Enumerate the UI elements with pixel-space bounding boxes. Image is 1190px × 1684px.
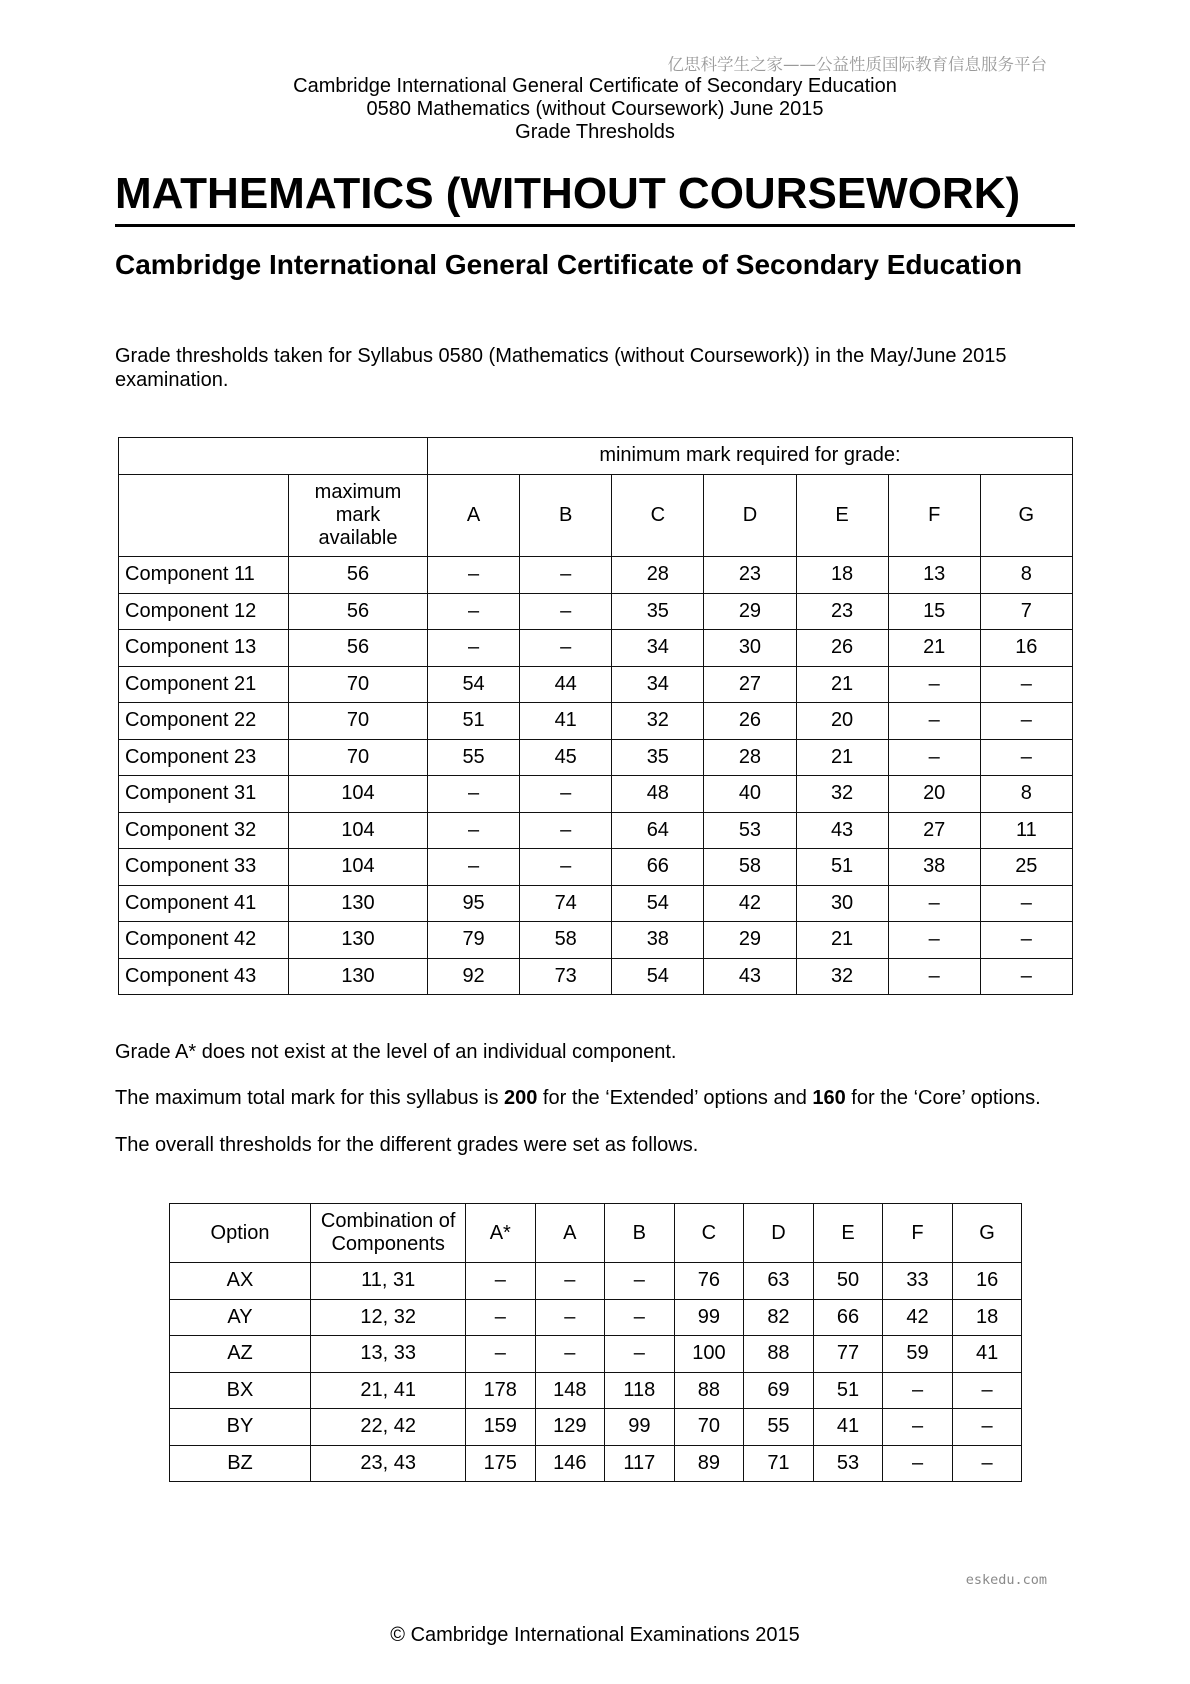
max-mark-value: 56: [289, 593, 428, 630]
grade-threshold-value: 23: [796, 593, 888, 630]
grade-threshold-value: –: [883, 1409, 953, 1446]
grade-threshold-value: –: [980, 666, 1072, 703]
grade-threshold-value: –: [535, 1299, 605, 1336]
grade-threshold-value: 70: [674, 1409, 744, 1446]
grade-threshold-value: 32: [612, 703, 704, 740]
grade-threshold-value: 71: [744, 1445, 814, 1482]
document-header: [0, 75, 1190, 144]
grade-header: G: [952, 1204, 1022, 1263]
grade-threshold-value: 26: [796, 630, 888, 667]
grade-threshold-value: –: [888, 666, 980, 703]
option-code: BZ: [169, 1445, 311, 1482]
grade-threshold-value: –: [980, 739, 1072, 776]
grade-threshold-value: 21: [888, 630, 980, 667]
grade-threshold-value: 51: [813, 1372, 883, 1409]
grade-threshold-value: 66: [813, 1299, 883, 1336]
grade-header: C: [612, 474, 704, 557]
grade-threshold-value: –: [980, 958, 1072, 995]
grade-threshold-value: 43: [704, 958, 796, 995]
grade-threshold-value: 30: [704, 630, 796, 667]
grade-threshold-value: 82: [744, 1299, 814, 1336]
grade-threshold-value: 73: [520, 958, 612, 995]
component-label: Component 11: [119, 557, 289, 594]
grade-threshold-value: 8: [980, 776, 1072, 813]
grade-threshold-value: 146: [535, 1445, 605, 1482]
component-label: Component 13: [119, 630, 289, 667]
component-label: Component 23: [119, 739, 289, 776]
grade-threshold-value: 54: [428, 666, 520, 703]
note-text: for the ‘Extended’ options and: [537, 1087, 813, 1109]
grade-threshold-value: –: [428, 812, 520, 849]
grade-threshold-value: –: [980, 703, 1072, 740]
grade-header: G: [980, 474, 1072, 557]
grade-threshold-value: 30: [796, 885, 888, 922]
grade-threshold-value: –: [428, 593, 520, 630]
option-code: BY: [169, 1409, 311, 1446]
grade-threshold-value: 21: [796, 739, 888, 776]
grade-threshold-value: 16: [952, 1263, 1022, 1300]
grade-threshold-value: 178: [465, 1372, 535, 1409]
blank-header-cell: [119, 474, 289, 557]
component-label: Component 31: [119, 776, 289, 813]
grade-header: C: [674, 1204, 744, 1263]
grade-threshold-value: 42: [704, 885, 796, 922]
intro-paragraph: Grade thresholds taken for Syllabus 0580 (Mathematics (without Coursework)) in the May/June 2015 examination.: [115, 345, 1007, 391]
grade-threshold-value: 40: [704, 776, 796, 813]
grade-threshold-value: –: [520, 593, 612, 630]
max-mark-header-label: maximum mark available: [314, 480, 402, 549]
grade-threshold-value: 58: [520, 922, 612, 959]
grade-threshold-value: 148: [535, 1372, 605, 1409]
grade-threshold-value: 8: [980, 557, 1072, 594]
grade-threshold-value: 38: [612, 922, 704, 959]
grade-threshold-value: 95: [428, 885, 520, 922]
min-mark-group-header: minimum mark required for grade:: [428, 438, 1073, 475]
grade-threshold-value: 48: [612, 776, 704, 813]
grade-threshold-value: 21: [796, 666, 888, 703]
option-row: [169, 1409, 1022, 1446]
grade-threshold-value: –: [465, 1263, 535, 1300]
grade-threshold-value: 25: [980, 849, 1072, 886]
grade-header: B: [520, 474, 612, 557]
grade-threshold-value: 41: [952, 1336, 1022, 1373]
grade-threshold-value: –: [520, 812, 612, 849]
grade-threshold-value: 45: [520, 739, 612, 776]
header-qualification: Cambridge International General Certificate of Secondary Education: [293, 75, 897, 97]
grade-header: E: [796, 474, 888, 557]
grade-threshold-value: 54: [612, 885, 704, 922]
grade-threshold-value: 88: [744, 1336, 814, 1373]
grade-threshold-value: 20: [796, 703, 888, 740]
grade-threshold-value: 15: [888, 593, 980, 630]
combination-header-label: Combination of Components: [320, 1210, 456, 1255]
blank-header-cell: [119, 438, 428, 475]
max-mark-value: 70: [289, 739, 428, 776]
component-combination: 11, 31: [311, 1263, 466, 1300]
grade-threshold-value: 92: [428, 958, 520, 995]
grade-threshold-value: 76: [674, 1263, 744, 1300]
grade-threshold-value: 99: [605, 1409, 675, 1446]
grade-threshold-value: –: [888, 703, 980, 740]
grade-threshold-value: 43: [796, 812, 888, 849]
grade-threshold-value: 77: [813, 1336, 883, 1373]
max-mark-value: 130: [289, 958, 428, 995]
grade-threshold-value: –: [883, 1372, 953, 1409]
component-combination: 12, 32: [311, 1299, 466, 1336]
grade-threshold-value: –: [883, 1445, 953, 1482]
grade-threshold-value: 26: [704, 703, 796, 740]
grade-threshold-value: 20: [888, 776, 980, 813]
grade-threshold-value: 69: [744, 1372, 814, 1409]
grade-threshold-value: 159: [465, 1409, 535, 1446]
grade-header: A: [428, 474, 520, 557]
grade-threshold-value: 55: [744, 1409, 814, 1446]
grade-threshold-value: 88: [674, 1372, 744, 1409]
grade-threshold-value: 51: [796, 849, 888, 886]
grade-threshold-value: 16: [980, 630, 1072, 667]
grade-threshold-value: 118: [605, 1372, 675, 1409]
option-row: [169, 1336, 1022, 1373]
component-combination: 23, 43: [311, 1445, 466, 1482]
page-title: MATHEMATICS (WITHOUT COURSEWORK): [115, 169, 1021, 218]
grade-threshold-value: 129: [535, 1409, 605, 1446]
table-column-header-row: [119, 474, 1073, 557]
max-mark-value: 70: [289, 666, 428, 703]
grade-threshold-value: 55: [428, 739, 520, 776]
grade-threshold-value: –: [465, 1336, 535, 1373]
grade-threshold-value: 53: [704, 812, 796, 849]
grade-threshold-value: 34: [612, 630, 704, 667]
grade-threshold-value: –: [980, 885, 1072, 922]
component-label: Component 22: [119, 703, 289, 740]
grade-header: A: [535, 1204, 605, 1263]
grade-threshold-value: –: [952, 1445, 1022, 1482]
component-row: [119, 958, 1073, 995]
note-overall-thresholds: The overall thresholds for the different grades were set as follows.: [115, 1133, 699, 1156]
grade-threshold-value: 32: [796, 958, 888, 995]
grade-threshold-value: 7: [980, 593, 1072, 630]
grade-header: A*: [465, 1204, 535, 1263]
grade-threshold-value: –: [952, 1372, 1022, 1409]
max-mark-value: 56: [289, 630, 428, 667]
component-row: [119, 812, 1073, 849]
grade-threshold-value: 21: [796, 922, 888, 959]
grade-threshold-value: 28: [704, 739, 796, 776]
grade-threshold-value: 63: [744, 1263, 814, 1300]
grade-threshold-value: –: [465, 1299, 535, 1336]
grade-threshold-value: –: [428, 849, 520, 886]
grade-threshold-value: –: [520, 776, 612, 813]
grade-threshold-value: –: [428, 557, 520, 594]
note-text: for the ‘Core’ options.: [845, 1087, 1041, 1109]
grade-threshold-value: 50: [813, 1263, 883, 1300]
component-row: [119, 666, 1073, 703]
option-code: AY: [169, 1299, 311, 1336]
grade-threshold-value: 27: [888, 812, 980, 849]
grade-threshold-value: 44: [520, 666, 612, 703]
grade-threshold-value: 175: [465, 1445, 535, 1482]
option-row: [169, 1263, 1022, 1300]
grade-threshold-value: 28: [612, 557, 704, 594]
grade-threshold-value: 66: [612, 849, 704, 886]
max-mark-value: 70: [289, 703, 428, 740]
grade-header: E: [813, 1204, 883, 1263]
component-row: [119, 557, 1073, 594]
component-row: [119, 776, 1073, 813]
max-mark-value: 130: [289, 885, 428, 922]
component-label: Component 33: [119, 849, 289, 886]
grade-threshold-value: 34: [612, 666, 704, 703]
title-divider: [115, 224, 1075, 227]
grade-threshold-value: 23: [704, 557, 796, 594]
grade-threshold-value: 74: [520, 885, 612, 922]
option-code: AZ: [169, 1336, 311, 1373]
grade-header: D: [704, 474, 796, 557]
header-syllabus: 0580 Mathematics (without Coursework) June 2015: [366, 98, 824, 120]
grade-header: D: [744, 1204, 814, 1263]
grade-threshold-value: 117: [605, 1445, 675, 1482]
grade-threshold-value: 79: [428, 922, 520, 959]
option-header: Option: [169, 1204, 311, 1263]
note-a-star: Grade A* does not exist at the level of an individual component.: [115, 1041, 677, 1063]
grade-threshold-value: –: [605, 1336, 675, 1373]
grade-threshold-value: –: [888, 922, 980, 959]
grade-threshold-value: –: [888, 958, 980, 995]
grade-header: B: [605, 1204, 675, 1263]
core-max-mark: 160: [812, 1087, 846, 1109]
component-row: [119, 703, 1073, 740]
site-watermark-footer: eskedu.com: [965, 1572, 1047, 1588]
component-label: Component 42: [119, 922, 289, 959]
max-mark-header: [289, 474, 428, 557]
max-mark-value: 104: [289, 812, 428, 849]
grade-threshold-value: –: [428, 630, 520, 667]
grade-threshold-value: –: [520, 630, 612, 667]
component-label: Component 41: [119, 885, 289, 922]
grade-threshold-value: 29: [704, 593, 796, 630]
grade-threshold-value: 35: [612, 593, 704, 630]
page-subtitle: Cambridge International General Certificate of Secondary Education: [115, 249, 1023, 280]
option-row: [169, 1299, 1022, 1336]
component-row: [119, 593, 1073, 630]
option-code: AX: [169, 1263, 311, 1300]
max-mark-value: 104: [289, 776, 428, 813]
component-row: [119, 630, 1073, 667]
component-label: Component 21: [119, 666, 289, 703]
max-mark-value: 130: [289, 922, 428, 959]
option-thresholds-table: [169, 1203, 1023, 1482]
grade-header: F: [883, 1204, 953, 1263]
grade-threshold-value: 51: [428, 703, 520, 740]
copyright-footer: © Cambridge International Examinations 2015: [390, 1624, 800, 1646]
grade-header: F: [888, 474, 980, 557]
component-row: [119, 922, 1073, 959]
grade-threshold-value: 35: [612, 739, 704, 776]
combination-header: [311, 1204, 466, 1263]
table-column-header-row: [169, 1204, 1022, 1263]
grade-threshold-value: –: [535, 1336, 605, 1373]
component-label: Component 12: [119, 593, 289, 630]
grade-threshold-value: 33: [883, 1263, 953, 1300]
grade-threshold-value: 100: [674, 1336, 744, 1373]
component-thresholds-table: [118, 437, 1073, 995]
grade-threshold-value: –: [605, 1299, 675, 1336]
grade-threshold-value: 18: [952, 1299, 1022, 1336]
grade-threshold-value: –: [520, 557, 612, 594]
max-mark-value: 104: [289, 849, 428, 886]
site-watermark: 亿思科学生之家——公益性质国际教育信息服务平台: [667, 55, 1047, 74]
component-row: [119, 739, 1073, 776]
grade-threshold-value: 53: [813, 1445, 883, 1482]
grade-threshold-value: –: [428, 776, 520, 813]
grade-threshold-value: –: [535, 1263, 605, 1300]
component-combination: 22, 42: [311, 1409, 466, 1446]
option-row: [169, 1445, 1022, 1482]
grade-threshold-value: 38: [888, 849, 980, 886]
grade-threshold-value: –: [888, 885, 980, 922]
grade-threshold-value: 13: [888, 557, 980, 594]
component-combination: 21, 41: [311, 1372, 466, 1409]
component-row: [119, 849, 1073, 886]
grade-threshold-value: 59: [883, 1336, 953, 1373]
grade-threshold-value: –: [520, 849, 612, 886]
grade-threshold-value: 29: [704, 922, 796, 959]
component-label: Component 32: [119, 812, 289, 849]
option-row: [169, 1372, 1022, 1409]
component-label: Component 43: [119, 958, 289, 995]
table-group-header-row: [119, 438, 1073, 475]
extended-max-mark: 200: [504, 1087, 538, 1109]
max-mark-value: 56: [289, 557, 428, 594]
grade-threshold-value: 18: [796, 557, 888, 594]
grade-threshold-value: 41: [520, 703, 612, 740]
grade-threshold-value: 42: [883, 1299, 953, 1336]
grade-threshold-value: 64: [612, 812, 704, 849]
grade-threshold-value: 89: [674, 1445, 744, 1482]
component-row: [119, 885, 1073, 922]
grade-threshold-value: –: [888, 739, 980, 776]
component-combination: 13, 33: [311, 1336, 466, 1373]
grade-threshold-value: 54: [612, 958, 704, 995]
option-code: BX: [169, 1372, 311, 1409]
grade-threshold-value: –: [952, 1409, 1022, 1446]
grade-threshold-value: –: [980, 922, 1072, 959]
note-text: The maximum total mark for this syllabus is: [115, 1087, 504, 1109]
note-max-total: [115, 1087, 1041, 1110]
grade-threshold-value: –: [605, 1263, 675, 1300]
grade-threshold-value: 27: [704, 666, 796, 703]
grade-threshold-value: 58: [704, 849, 796, 886]
grade-threshold-value: 11: [980, 812, 1072, 849]
grade-threshold-value: 41: [813, 1409, 883, 1446]
grade-threshold-value: 99: [674, 1299, 744, 1336]
grade-threshold-value: 32: [796, 776, 888, 813]
header-doc-type: Grade Thresholds: [515, 121, 675, 143]
